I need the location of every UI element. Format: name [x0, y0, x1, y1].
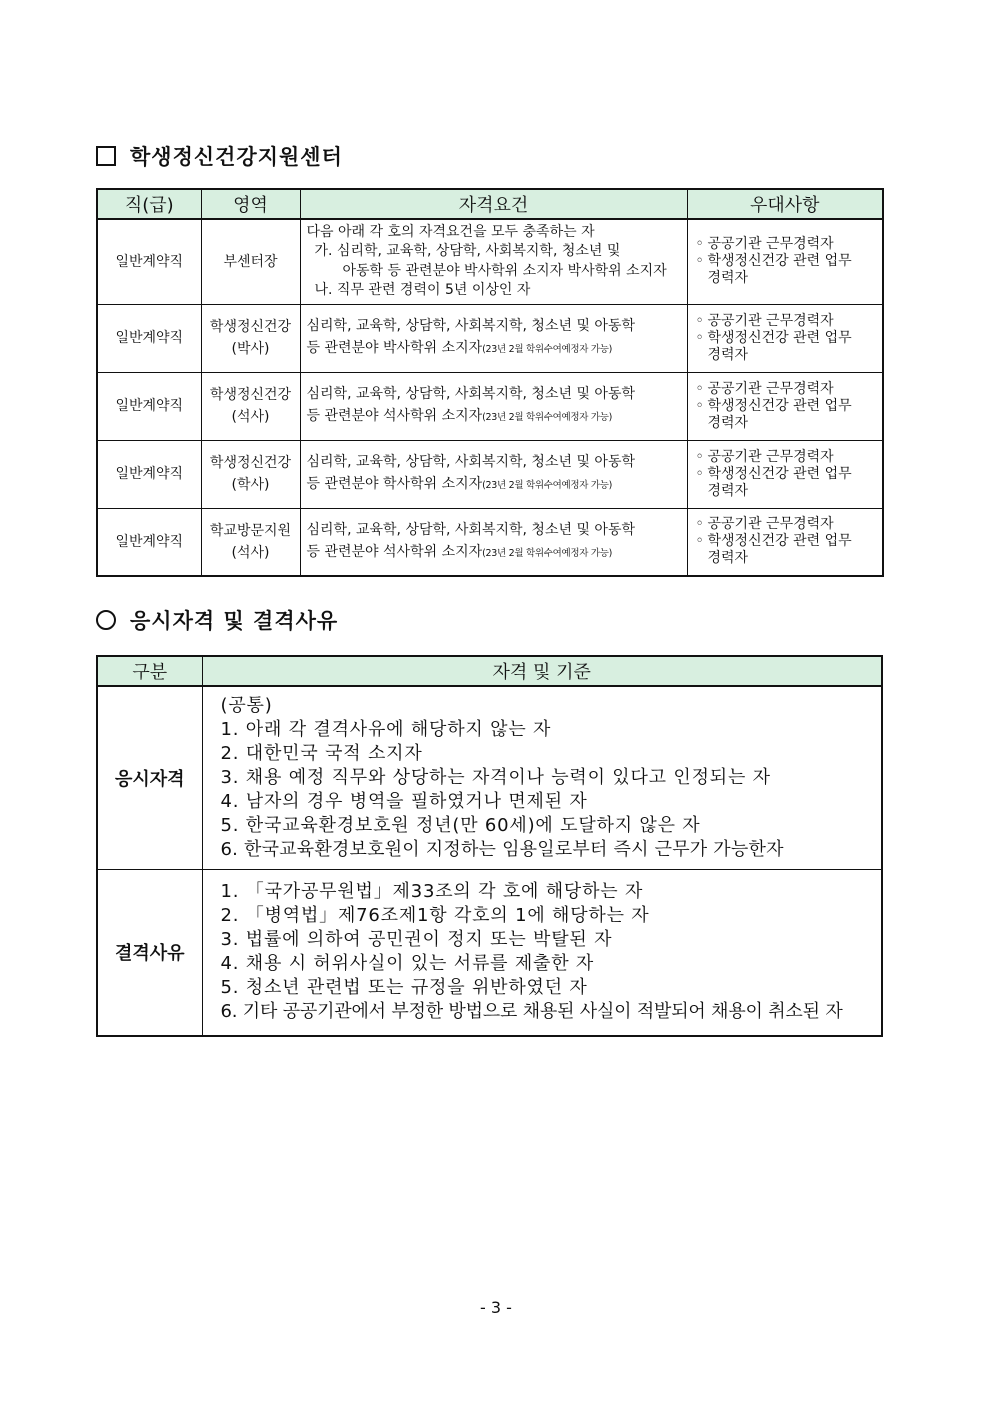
- req-line: 가. 심리학, 교육학, 상담학, 사회복지학, 청소년 및: [314, 243, 621, 260]
- page-number: - 3 -: [480, 1298, 512, 1317]
- section2-title: 응시자격 및 결격사유: [130, 609, 339, 633]
- req-line: 나. 직무 관련 경력이 5년 이상인 자: [314, 282, 531, 299]
- bullet-icon: ◦: [695, 380, 704, 397]
- area-cell: [201, 508, 300, 576]
- req-line: 등 관련분야 석사학위 소지자(23년 2월 학위수여예정자 가능): [306, 543, 612, 560]
- list-item: 1. 「국가공무원법」제33조의 각 호에 해당하는 자: [220, 881, 644, 903]
- list-item: 3. 법률에 의하여 공민권이 정지 또는 박탈된 자: [220, 929, 613, 951]
- pref-item: 학생정신건강 관련 업무: [707, 465, 852, 482]
- list-item: (공통): [220, 694, 273, 716]
- grade-cell: 일반계약직: [97, 219, 201, 304]
- pref-item: 공공기관 근무경력자: [707, 448, 834, 465]
- table-row: [97, 304, 883, 372]
- pref-item-cont: 경력자: [707, 550, 749, 567]
- qualification-body: [202, 686, 882, 869]
- requirements-cell: [300, 219, 687, 304]
- pref-item-cont: 경력자: [707, 270, 749, 287]
- preference-cell: [687, 219, 883, 304]
- disqualification-body: [202, 869, 882, 1036]
- position-table: [96, 188, 884, 577]
- pref-item: 학생정신건강 관련 업무: [707, 533, 852, 550]
- req-note: (23년 2월 학위수여예정자 가능): [482, 412, 612, 423]
- position-table-header: [97, 189, 883, 219]
- list-item: 6. 한국교육환경보호원이 지정하는 임용일로부터 즉시 근무가 가능한자: [220, 838, 784, 860]
- qualification-label: 응시자격: [97, 686, 202, 869]
- grade-cell: 일반계약직: [97, 372, 201, 440]
- area-cell: [201, 304, 300, 372]
- pref-item: 학생정신건강 관련 업무: [707, 329, 852, 346]
- list-item: 5. 한국교육환경보호원 정년(만 60세)에 도달하지 않은 자: [220, 814, 701, 836]
- req-note: (23년 2월 학위수여예정자 가능): [482, 480, 612, 491]
- bullet-icon: ◦: [695, 448, 704, 465]
- area-cell: [201, 440, 300, 508]
- grade-cell: 일반계약직: [97, 440, 201, 508]
- pref-item: 학생정신건강 관련 업무: [707, 397, 852, 414]
- preference-cell: [687, 304, 883, 372]
- table-row: [97, 219, 883, 304]
- area-cell: [201, 219, 300, 304]
- table-row: [97, 372, 883, 440]
- section1-title: 학생정신건강지원센터: [130, 145, 343, 169]
- pref-item-cont: 경력자: [707, 482, 749, 499]
- disqualification-label: 결격사유: [97, 869, 202, 1036]
- section1-heading: [96, 141, 343, 171]
- bullet-icon: ◦: [695, 253, 704, 270]
- bullet-icon: ◦: [695, 312, 704, 329]
- list-item: 5. 청소년 관련법 또는 규정을 위반하였던 자: [220, 977, 588, 999]
- req-line: 등 관련분야 석사학위 소지자(23년 2월 학위수여예정자 가능): [306, 408, 612, 424]
- area-cell: [201, 372, 300, 440]
- area-line: (석사): [231, 544, 270, 561]
- area-line: 학교방문지원: [209, 522, 292, 539]
- req-line: 등 관련분야 박사학위 소지자(23년 2월 학위수여예정자 가능): [306, 340, 612, 356]
- requirements-cell: [300, 508, 687, 576]
- pref-item: 공공기관 근무경력자: [707, 516, 834, 533]
- header-preference: 우대사항: [687, 189, 883, 219]
- req-line: 다음 아래 각 호의 자격요건을 모두 충족하는 자: [306, 223, 595, 240]
- preference-cell: [687, 508, 883, 576]
- req-line: 심리학, 교육학, 상담학, 사회복지학, 청소년 및 아동학: [306, 318, 636, 334]
- area-line: (학사): [231, 477, 270, 493]
- requirements-cell: [300, 372, 687, 440]
- header-criteria: 자격 및 기준: [202, 656, 882, 686]
- preference-cell: [687, 440, 883, 508]
- table-row: [97, 440, 883, 508]
- pref-item-cont: 경력자: [707, 346, 749, 363]
- area-line: 학생정신건강: [209, 387, 292, 403]
- header-category: 구분: [97, 656, 202, 686]
- requirements-cell: [300, 440, 687, 508]
- list-item: 2. 대한민국 국적 소지자: [220, 742, 423, 764]
- area-line: (석사): [231, 409, 270, 425]
- table-row: [97, 869, 882, 1036]
- header-area: 영역: [201, 189, 300, 219]
- circle-bullet-icon: [96, 610, 116, 630]
- area-line: 학생정신건강: [209, 455, 292, 471]
- list-item: 6. 기타 공공기관에서 부정한 방법으로 채용된 사실이 적발되어 채용이 취소된 자: [220, 1001, 843, 1023]
- bullet-icon: ◦: [695, 329, 704, 346]
- pref-item: 공공기관 근무경력자: [707, 380, 834, 397]
- list-item: 4. 남자의 경우 병역을 필하였거나 면제된 자: [220, 790, 588, 812]
- table-row: [97, 508, 883, 576]
- table-row: [97, 686, 882, 869]
- header-grade: 직(급): [97, 189, 201, 219]
- req-line: 심리학, 교육학, 상담학, 사회복지학, 청소년 및 아동학: [306, 454, 636, 470]
- req-line: 심리학, 교육학, 상담학, 사회복지학, 청소년 및 아동학: [306, 521, 636, 538]
- section2-heading: [96, 605, 338, 635]
- pref-item: 학생정신건강 관련 업무: [707, 253, 852, 270]
- req-note: (23년 2월 학위수여예정자 가능): [482, 344, 612, 355]
- list-item: 2. 「병역법」제76조제1항 각호의 1에 해당하는 자: [220, 905, 650, 927]
- bullet-icon: ◦: [695, 397, 704, 414]
- list-item: 4. 채용 시 허위사실이 있는 서류를 제출한 자: [220, 953, 595, 975]
- req-line: 등 관련분야 학사학위 소지자(23년 2월 학위수여예정자 가능): [306, 476, 612, 492]
- square-bullet-icon: [96, 146, 116, 166]
- req-line: 심리학, 교육학, 상담학, 사회복지학, 청소년 및 아동학: [306, 386, 636, 402]
- eligibility-table: [96, 655, 883, 1037]
- list-item: 3. 채용 예정 직무와 상당하는 자격이나 능력이 있다고 인정되는 자: [220, 766, 771, 788]
- requirements-cell: [300, 304, 687, 372]
- req-note: (23년 2월 학위수여예정자 가능): [482, 547, 612, 559]
- header-requirements: 자격요건: [300, 189, 687, 219]
- area-line: 학생정신건강: [209, 319, 292, 335]
- list-item: 1. 아래 각 결격사유에 해당하지 않는 자: [220, 718, 552, 740]
- bullet-icon: ◦: [695, 465, 704, 482]
- area-line: 부센터장: [223, 253, 278, 270]
- eligibility-table-header: [97, 656, 882, 686]
- grade-cell: 일반계약직: [97, 508, 201, 576]
- bullet-icon: ◦: [695, 533, 704, 550]
- preference-cell: [687, 372, 883, 440]
- pref-item: 공공기관 근무경력자: [707, 236, 834, 253]
- bullet-icon: ◦: [695, 516, 704, 533]
- req-line: 아동학 등 관련분야 박사학위 소지자 박사학위 소지자: [342, 262, 667, 279]
- grade-cell: 일반계약직: [97, 304, 201, 372]
- pref-item-cont: 경력자: [707, 414, 749, 431]
- bullet-icon: ◦: [695, 236, 704, 253]
- area-line: (박사): [231, 341, 270, 357]
- pref-item: 공공기관 근무경력자: [707, 312, 834, 329]
